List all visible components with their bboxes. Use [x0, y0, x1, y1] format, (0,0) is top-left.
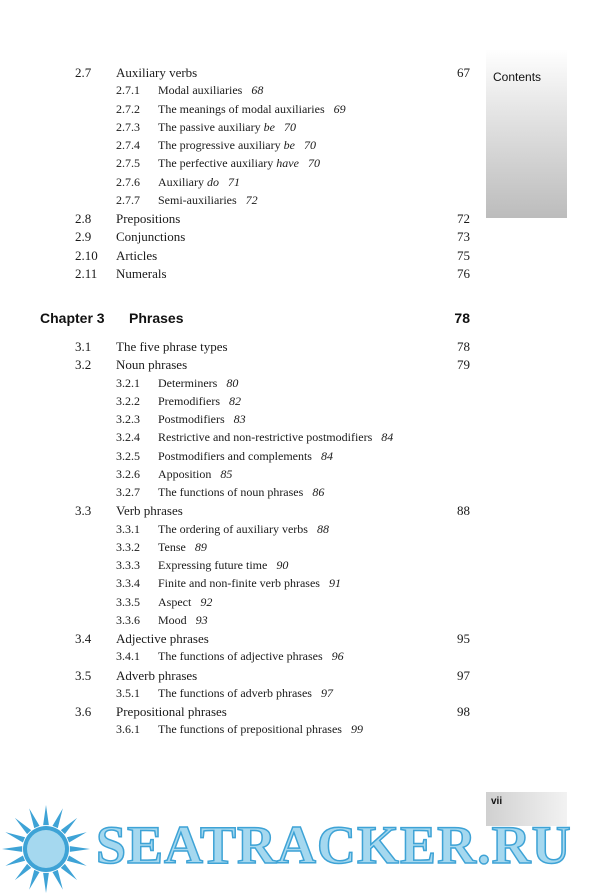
- section-number: 3.6: [75, 704, 92, 719]
- section-title: Prepositional phrases: [116, 704, 227, 719]
- section-title: Auxiliary verbs: [116, 65, 198, 80]
- section-number: 2.8: [75, 211, 92, 226]
- sun-ray: [5, 855, 25, 865]
- subsection-page: 93: [195, 612, 208, 627]
- subsection-title: Postmodifiers: [158, 412, 225, 426]
- subsection-number: 3.2.5: [116, 448, 140, 463]
- subsection-title: The progressive auxiliary: [158, 138, 284, 152]
- subsection-page: 92: [200, 594, 213, 609]
- subsection-number: 3.2.7: [116, 485, 140, 499]
- subsection-page: 83: [233, 412, 246, 426]
- subsection-number: 3.3.3: [116, 558, 140, 572]
- subsection-title: The ordering of auxiliary verbs: [158, 521, 308, 536]
- subsection-page: 96: [331, 649, 344, 664]
- section-title: Prepositions: [116, 211, 181, 226]
- contents-side-tab: [486, 49, 567, 218]
- subsection-number: 3.6.1: [116, 722, 140, 737]
- sun-ray: [67, 832, 87, 842]
- sun-ray: [67, 855, 87, 865]
- subsection-number: 3.5.1: [116, 685, 140, 700]
- section-title: Noun phrases: [116, 357, 188, 373]
- subsection-title: Apposition: [158, 466, 212, 481]
- sun-ray: [61, 864, 77, 880]
- subsection-page: 70: [307, 156, 320, 171]
- subsection-page: 91: [328, 576, 341, 591]
- section-title: Numerals: [116, 265, 167, 281]
- sun-ray: [15, 864, 31, 880]
- subsection-title: Restrictive and non-restrictive postmodifiers: [158, 430, 373, 445]
- subsection-number: 3.3.1: [116, 521, 140, 536]
- subsection-page: 70: [283, 119, 296, 134]
- section-title: The five phrase types: [116, 339, 228, 354]
- section-page: 76: [457, 265, 470, 281]
- subsection-title: The functions of prepositional phrases: [158, 722, 342, 737]
- watermark-text: SEATRACKER.RU: [96, 815, 572, 875]
- subsection-page: 72: [245, 192, 258, 207]
- subsection-title-italic: be: [263, 119, 275, 134]
- subsection-number: 2.7.4: [116, 138, 140, 152]
- section-page: 79: [457, 357, 470, 373]
- subsection-title: Determiners: [158, 375, 218, 390]
- section-number: 3.3: [75, 503, 92, 519]
- sun-logo-icon: [0, 803, 92, 894]
- subsection-number: 3.3.4: [116, 576, 140, 591]
- subsection-title: Auxiliary: [158, 174, 207, 189]
- section-number: 2.7: [75, 65, 92, 80]
- chapter-page: 78: [454, 310, 470, 326]
- subsection-number: 3.3.5: [116, 594, 140, 609]
- section-title: Articles: [116, 247, 158, 263]
- subsection-title: The perfective auxiliary: [158, 156, 277, 171]
- folio-number: vii: [491, 796, 503, 807]
- subsection-number: 3.3.6: [116, 612, 140, 627]
- subsection-page: 80: [226, 375, 239, 390]
- subsection-number: 3.2.6: [116, 466, 140, 481]
- subsection-page: 70: [303, 138, 316, 152]
- subsection-page: 68: [251, 83, 264, 98]
- section-page: 98: [457, 704, 470, 719]
- subsection-page: 84: [320, 448, 333, 463]
- subsection-title-italic: do: [207, 174, 219, 189]
- section-number: 3.2: [75, 357, 92, 373]
- subsection-number: 3.2.4: [116, 430, 140, 445]
- subsection-number: 2.7.7: [116, 192, 140, 207]
- section-page: 75: [457, 247, 470, 263]
- section-number: 2.9: [75, 229, 92, 245]
- section-page: 97: [457, 667, 470, 683]
- section-page: 88: [457, 503, 470, 519]
- section-title: Adjective phrases: [116, 631, 209, 646]
- section-page: 78: [457, 339, 470, 354]
- subsection-title: Expressing future time: [158, 558, 268, 572]
- subsection-number: 2.7.1: [116, 83, 140, 98]
- side-tab-label: Contents: [493, 70, 542, 84]
- section-title: Conjunctions: [116, 229, 186, 245]
- sun-ray: [61, 818, 77, 834]
- section-number: 2.10: [75, 247, 98, 263]
- subsection-number: 3.2.1: [116, 375, 140, 390]
- sun-ray: [15, 818, 31, 834]
- subsection-number: 3.4.1: [116, 649, 140, 664]
- subsection-title: Mood: [158, 612, 187, 627]
- sun-ray: [29, 870, 39, 890]
- subsection-page: 99: [350, 722, 363, 737]
- subsection-page: 89: [194, 539, 207, 554]
- sun-ray: [29, 808, 39, 828]
- subsection-title: Aspect: [158, 594, 192, 609]
- subsection-title: Postmodifiers and complements: [158, 448, 312, 463]
- subsection-page: 97: [320, 685, 333, 700]
- section-number: 2.11: [75, 265, 98, 281]
- subsection-title: The functions of adverb phrases: [158, 685, 312, 700]
- subsection-number: 3.3.2: [116, 539, 140, 554]
- subsection-title: Premodifiers: [158, 393, 220, 408]
- section-page: 72: [457, 211, 470, 226]
- subsection-title: Tense: [158, 539, 186, 554]
- section-page: 67: [457, 65, 470, 80]
- section-number: 3.5: [75, 667, 92, 683]
- section-number: 3.1: [75, 339, 92, 354]
- sun-ray: [2, 846, 22, 852]
- subsection-title: The functions of adjective phrases: [158, 649, 323, 664]
- subsection-number: 3.2.2: [116, 393, 140, 408]
- sun-ray: [52, 808, 62, 828]
- subsection-title: The passive auxiliary: [158, 119, 264, 134]
- subsection-page: 88: [316, 521, 329, 536]
- subsection-number: 2.7.3: [116, 119, 140, 134]
- subsection-title: Modal auxiliaries: [158, 83, 243, 98]
- chapter-title: Phrases: [129, 310, 184, 326]
- subsection-page: 84: [381, 430, 394, 445]
- subsection-title-italic: have: [276, 156, 299, 171]
- chapter-heading[interactable]: [40, 310, 470, 330]
- sun-ray: [52, 870, 62, 890]
- sun-ray: [43, 805, 49, 825]
- chapter-number: Chapter 3: [40, 310, 105, 326]
- section-page: 73: [457, 229, 470, 245]
- subsection-title: Finite and non-finite verb phrases: [158, 576, 320, 591]
- subsection-title: Semi-auxiliaries: [158, 192, 237, 207]
- subsection-page: 90: [276, 558, 289, 572]
- section-title: Adverb phrases: [116, 667, 198, 683]
- subsection-title: The functions of noun phrases: [158, 485, 304, 499]
- subsection-number: 2.7.2: [116, 101, 140, 116]
- subsection-page: 69: [333, 101, 346, 116]
- subsection-title: The meanings of modal auxiliaries: [158, 101, 325, 116]
- sun-ray: [70, 846, 90, 852]
- subsection-page: 71: [228, 174, 240, 189]
- subsection-page: 82: [229, 393, 241, 408]
- subsection-number: 2.7.5: [116, 156, 140, 171]
- section-number: 3.4: [75, 631, 92, 646]
- sun-ray: [5, 832, 25, 842]
- subsection-page: 86: [312, 485, 325, 499]
- section-title: Verb phrases: [116, 503, 183, 519]
- subsection-number: 2.7.6: [116, 174, 140, 189]
- subsection-title-italic: be: [283, 138, 295, 152]
- section-page: 95: [457, 631, 470, 646]
- subsection-page: 85: [220, 466, 233, 481]
- subsection-number: 3.2.3: [116, 412, 140, 426]
- sun-ray: [43, 873, 49, 893]
